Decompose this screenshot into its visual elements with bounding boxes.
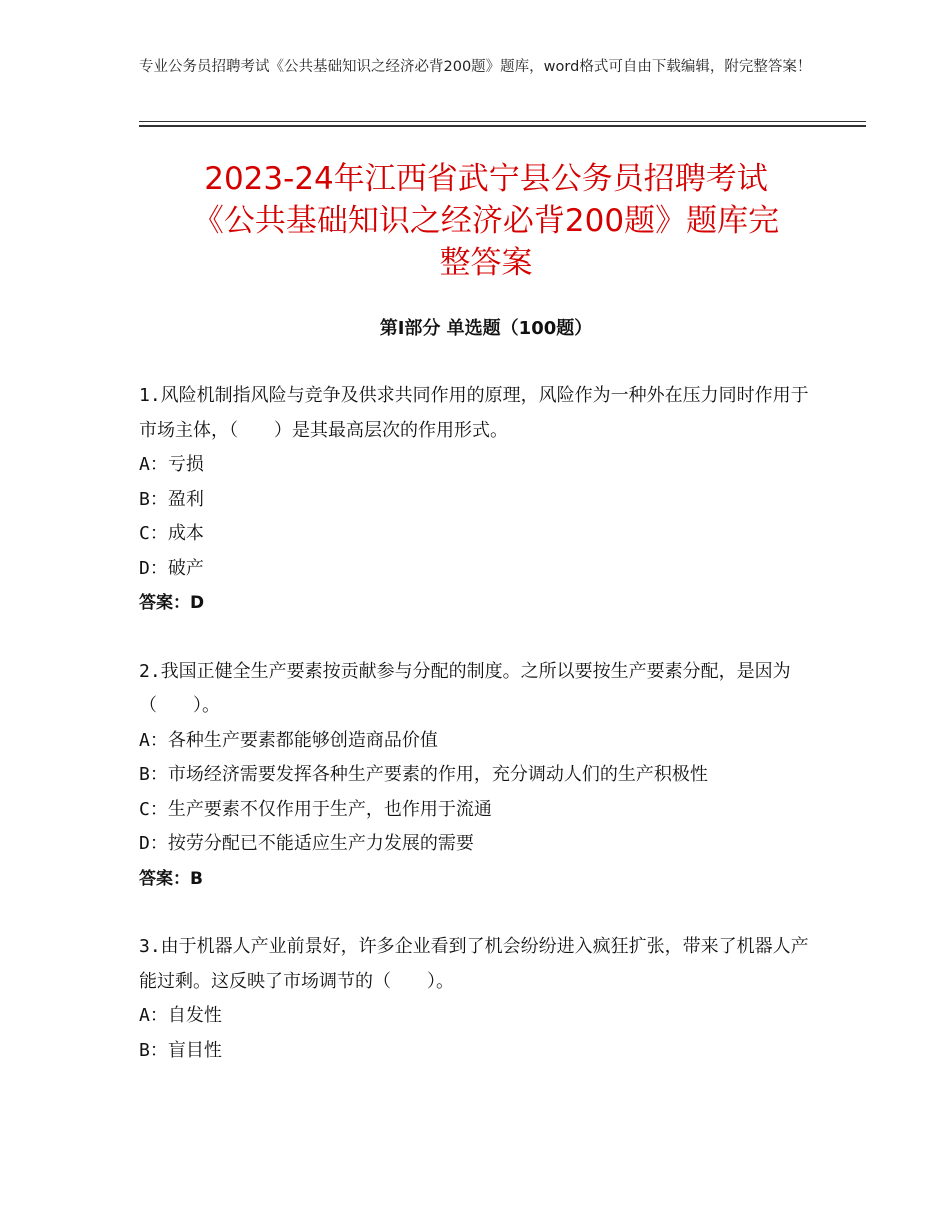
option-c: C：成本 <box>139 523 204 544</box>
option-a: A：亏损 <box>139 454 204 475</box>
title-line-3: 整答案 <box>439 245 533 281</box>
question-stem: 3.由于机器人产业前景好，许多企业看到了机会纷纷进入疯狂扩张，带来了机器人产能过剩。这反映了市场调节的（ ）。 <box>139 936 809 992</box>
question-stem: 2.我国正健全生产要素按贡献参与分配的制度。之所以要按生产要素分配，是因为（ ）。 <box>139 660 791 716</box>
title-line-1: 2023-24年江西省武宁县公务员招聘考试 <box>204 161 768 197</box>
question-2 <box>139 655 809 897</box>
answer: 答案：D <box>139 593 205 613</box>
title-line-2: 《公共基础知识之经济必背200题》题库完 <box>192 203 780 239</box>
question-list <box>139 379 809 1102</box>
option-b: B：盲目性 <box>139 1039 222 1061</box>
document-title <box>139 158 833 284</box>
section-heading: 第Ⅰ部分 单选题（100题） <box>379 318 593 339</box>
question-3 <box>139 930 809 1068</box>
header-rule-thick <box>139 125 866 127</box>
option-d: D：破产 <box>139 557 204 579</box>
question-1 <box>139 379 809 621</box>
header-note: 专业公务员招聘考试《公共基础知识之经济必背200题》题库，word格式可自由下载编辑，附完整答案！ <box>139 59 812 75</box>
question-stem: 1.风险机制指风险与竞争及供求共同作用的原理，风险作为一种外在压力同时作用于市场主体，（ ）是其最高层次的作用形式。 <box>139 385 809 441</box>
header-rule-thin <box>139 121 866 122</box>
option-a: A：自发性 <box>139 1005 222 1026</box>
option-b: B：市场经济需要发挥各种生产要素的作用，充分调动人们的生产积极性 <box>139 764 708 785</box>
option-b: B：盈利 <box>139 488 204 510</box>
option-a: A：各种生产要素都能够创造商品价值 <box>139 729 438 751</box>
option-c: C：生产要素不仅作用于生产，也作用于流通 <box>139 798 492 820</box>
answer: 答案：B <box>139 868 203 889</box>
option-d: D：按劳分配已不能适应生产力发展的需要 <box>139 833 474 854</box>
